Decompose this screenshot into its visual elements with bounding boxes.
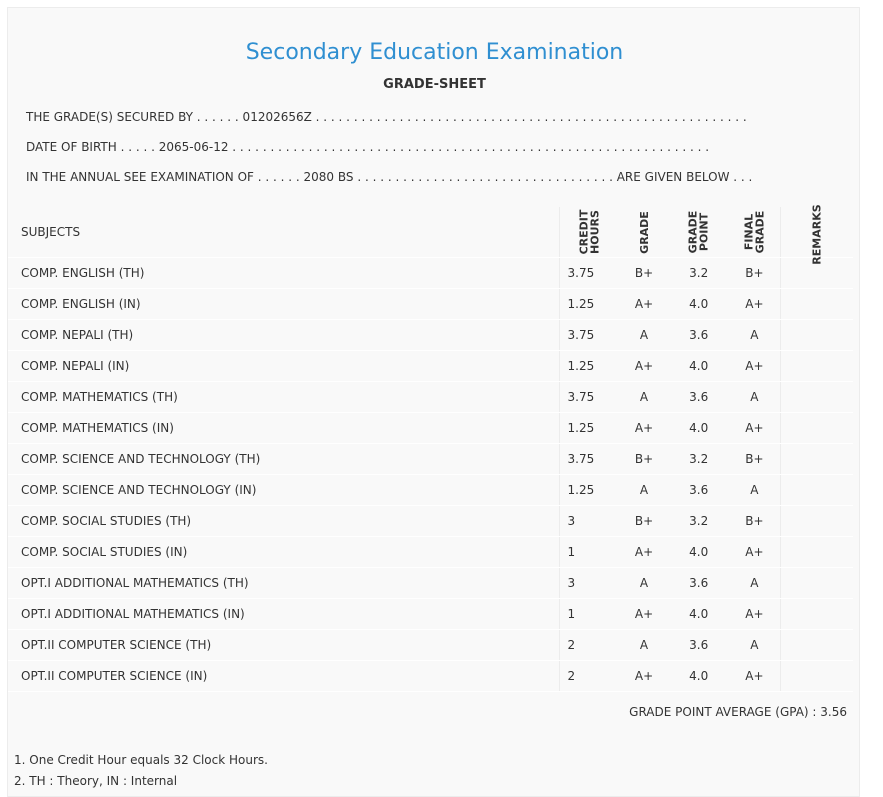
grade-cell: A bbox=[619, 382, 669, 413]
header-grade-point bbox=[669, 207, 729, 258]
grade-sheet bbox=[7, 7, 860, 797]
credit-hours-cell: 3 bbox=[559, 506, 619, 537]
grade-point-cell: 3.2 bbox=[669, 258, 729, 289]
credit-hours-cell: 1.25 bbox=[559, 413, 619, 444]
remarks-cell bbox=[781, 630, 853, 661]
remarks-cell bbox=[781, 475, 853, 506]
grade-cell: B+ bbox=[619, 258, 669, 289]
table-row bbox=[8, 258, 853, 289]
credit-hours-cell: 3.75 bbox=[559, 444, 619, 475]
subject-cell: COMP. NEPALI (TH) bbox=[8, 320, 559, 351]
subject-cell: OPT.I ADDITIONAL MATHEMATICS (TH) bbox=[8, 568, 559, 599]
grade-cell: A+ bbox=[619, 599, 669, 630]
table-row bbox=[8, 537, 853, 568]
grade-point-cell: 3.6 bbox=[669, 630, 729, 661]
grade-point-cell: 4.0 bbox=[669, 599, 729, 630]
final-grade-cell: A+ bbox=[728, 413, 780, 444]
header-final-grade bbox=[728, 207, 780, 258]
table-row bbox=[8, 320, 853, 351]
table-row bbox=[8, 382, 853, 413]
remarks-cell bbox=[781, 351, 853, 382]
final-grade-cell: A bbox=[728, 320, 780, 351]
grade-point-cell: 3.6 bbox=[669, 382, 729, 413]
table-row bbox=[8, 351, 853, 382]
subject-cell: OPT.II COMPUTER SCIENCE (TH) bbox=[8, 630, 559, 661]
credit-hours-cell: 1.25 bbox=[559, 475, 619, 506]
grade-point-cell: 4.0 bbox=[669, 661, 729, 692]
credit-hours-cell: 1 bbox=[559, 599, 619, 630]
remarks-cell bbox=[781, 413, 853, 444]
final-grade-cell: B+ bbox=[728, 506, 780, 537]
final-grade-cell: A+ bbox=[728, 351, 780, 382]
table-row bbox=[8, 506, 853, 537]
remarks-cell bbox=[781, 506, 853, 537]
remarks-cell bbox=[781, 289, 853, 320]
subject-cell: COMP. MATHEMATICS (TH) bbox=[8, 382, 559, 413]
note-item: 2. TH : Theory, IN : Internal bbox=[14, 774, 178, 788]
table-row bbox=[8, 413, 853, 444]
grade-point-cell: 3.2 bbox=[669, 506, 729, 537]
header-credit-hours-label: CREDIT HOURS bbox=[577, 209, 602, 254]
remarks-cell bbox=[781, 382, 853, 413]
table-row bbox=[8, 661, 853, 692]
grade-cell: A bbox=[619, 630, 669, 661]
header-subjects: SUBJECTS bbox=[8, 207, 559, 258]
grades-table-wrap bbox=[8, 204, 861, 692]
header-grade-point-label: GRADE POINT bbox=[686, 210, 711, 253]
subject-cell: COMP. SOCIAL STUDIES (IN) bbox=[8, 537, 559, 568]
subject-cell: COMP. MATHEMATICS (IN) bbox=[8, 413, 559, 444]
subject-cell: OPT.I ADDITIONAL MATHEMATICS (IN) bbox=[8, 599, 559, 630]
credit-hours-cell: 3.75 bbox=[559, 320, 619, 351]
header-credit-hours bbox=[559, 207, 619, 258]
credit-hours-cell: 3.75 bbox=[559, 258, 619, 289]
final-grade-cell: A+ bbox=[728, 289, 780, 320]
page-subtitle: GRADE-SHEET bbox=[383, 77, 486, 92]
grade-cell: B+ bbox=[619, 444, 669, 475]
subject-cell: COMP. SCIENCE AND TECHNOLOGY (IN) bbox=[8, 475, 559, 506]
grade-point-cell: 4.0 bbox=[669, 351, 729, 382]
final-grade-cell: A bbox=[728, 630, 780, 661]
gpa-summary: GRADE POINT AVERAGE (GPA) : 3.56 bbox=[629, 705, 847, 719]
credit-hours-cell: 1 bbox=[559, 537, 619, 568]
date-of-birth-line: DATE OF BIRTH . . . . . 2065-06-12 . . . . . . . . . . . . . . . . . . . . . . . . . . . . . . . . . . . . . . . . . . . . . . . . . . . . . . . . . . . . . . . bbox=[26, 140, 710, 154]
grades-table-body bbox=[8, 258, 853, 692]
grade-point-cell: 3.6 bbox=[669, 475, 729, 506]
final-grade-cell: B+ bbox=[728, 258, 780, 289]
credit-hours-cell: 2 bbox=[559, 661, 619, 692]
secured-by-line: THE GRADE(S) SECURED BY . . . . . . 01202656Z . . . . . . . . . . . . . . . . . . . . . . . . . . . . . . . . . . . . . . . . . . . . . . . . . . . . . . . . . bbox=[26, 110, 747, 124]
table-header-row bbox=[8, 207, 853, 258]
header-final-grade-label: FINAL GRADE bbox=[742, 210, 767, 253]
subject-cell: COMP. ENGLISH (IN) bbox=[8, 289, 559, 320]
grade-point-cell: 3.6 bbox=[669, 568, 729, 599]
grade-point-cell: 4.0 bbox=[669, 413, 729, 444]
subject-cell: OPT.II COMPUTER SCIENCE (IN) bbox=[8, 661, 559, 692]
remarks-cell bbox=[781, 444, 853, 475]
credit-hours-cell: 3.75 bbox=[559, 382, 619, 413]
header-grade: GRADE bbox=[619, 207, 669, 258]
credit-hours-cell: 2 bbox=[559, 630, 619, 661]
final-grade-cell: A+ bbox=[728, 537, 780, 568]
table-row bbox=[8, 568, 853, 599]
note-item: 1. One Credit Hour equals 32 Clock Hours. bbox=[14, 753, 268, 767]
grade-point-cell: 3.2 bbox=[669, 444, 729, 475]
grade-cell: A+ bbox=[619, 351, 669, 382]
remarks-cell bbox=[781, 568, 853, 599]
credit-hours-cell: 3 bbox=[559, 568, 619, 599]
exam-line: IN THE ANNUAL SEE EXAMINATION OF . . . . . . 2080 BS . . . . . . . . . . . . . . . . . . . . . . . . . . . . . . . . . . ARE GIVEN BELOW . . . bbox=[26, 170, 753, 184]
grade-cell: A bbox=[619, 475, 669, 506]
remarks-cell bbox=[781, 537, 853, 568]
remarks-cell bbox=[781, 661, 853, 692]
header-remarks: REMARKS bbox=[781, 207, 853, 258]
grade-cell: A+ bbox=[619, 289, 669, 320]
grade-cell: B+ bbox=[619, 506, 669, 537]
table-row bbox=[8, 444, 853, 475]
final-grade-cell: A bbox=[728, 475, 780, 506]
remarks-cell bbox=[781, 599, 853, 630]
remarks-cell bbox=[781, 320, 853, 351]
subject-cell: COMP. SOCIAL STUDIES (TH) bbox=[8, 506, 559, 537]
credit-hours-cell: 1.25 bbox=[559, 289, 619, 320]
grade-cell: A+ bbox=[619, 537, 669, 568]
subject-cell: COMP. NEPALI (IN) bbox=[8, 351, 559, 382]
subject-cell: COMP. ENGLISH (TH) bbox=[8, 258, 559, 289]
table-row bbox=[8, 599, 853, 630]
table-row bbox=[8, 630, 853, 661]
grade-cell: A bbox=[619, 320, 669, 351]
grade-cell: A bbox=[619, 568, 669, 599]
grade-cell: A+ bbox=[619, 413, 669, 444]
grades-table bbox=[8, 204, 853, 692]
subject-cell: COMP. SCIENCE AND TECHNOLOGY (TH) bbox=[8, 444, 559, 475]
page-title: Secondary Education Examination bbox=[245, 40, 624, 65]
credit-hours-cell: 1.25 bbox=[559, 351, 619, 382]
grade-cell: A+ bbox=[619, 661, 669, 692]
final-grade-cell: A+ bbox=[728, 661, 780, 692]
table-row bbox=[8, 289, 853, 320]
final-grade-cell: A+ bbox=[728, 599, 780, 630]
grade-point-cell: 4.0 bbox=[669, 537, 729, 568]
table-row bbox=[8, 475, 853, 506]
final-grade-cell: A bbox=[728, 382, 780, 413]
grade-point-cell: 3.6 bbox=[669, 320, 729, 351]
final-grade-cell: A bbox=[728, 568, 780, 599]
grade-point-cell: 4.0 bbox=[669, 289, 729, 320]
final-grade-cell: B+ bbox=[728, 444, 780, 475]
